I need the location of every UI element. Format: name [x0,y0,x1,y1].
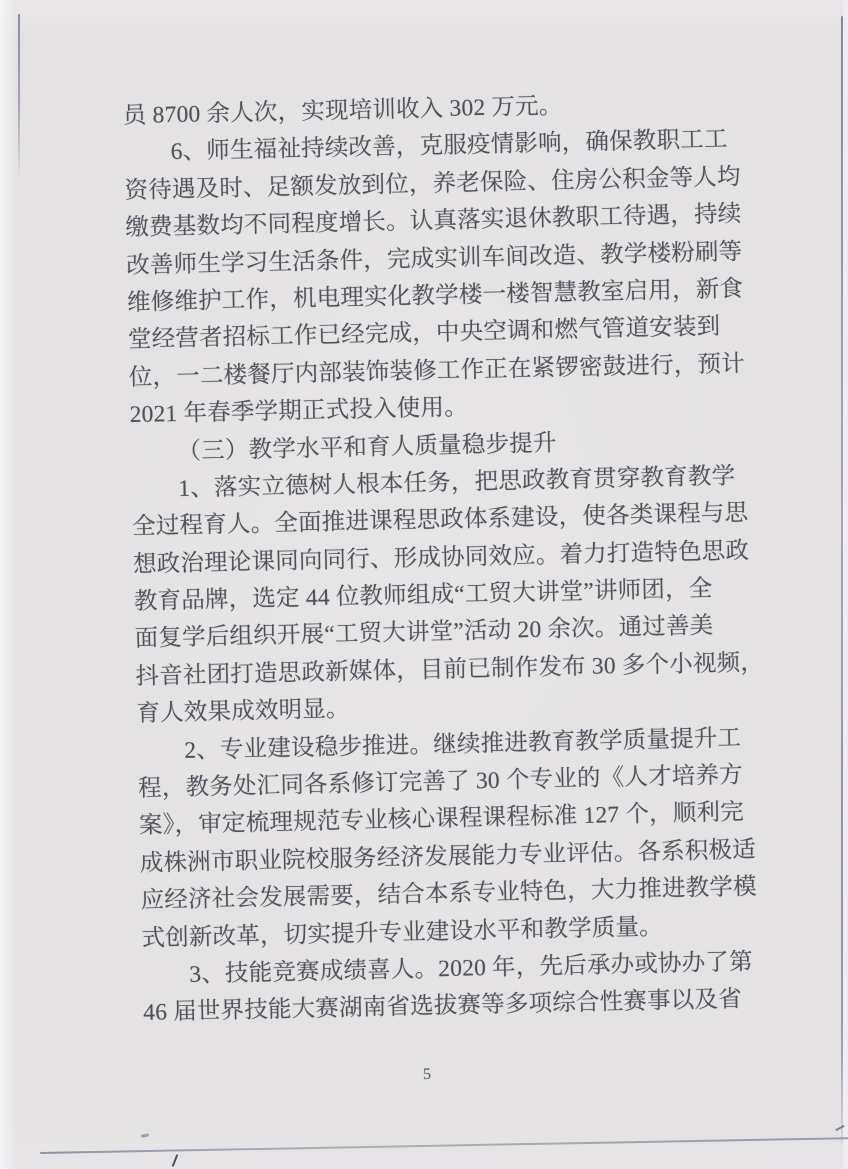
text-line: 抖音社团打造思政新媒体，目前已制作发布 30 多个小视频， [135,649,765,690]
text-line: 教育品牌，选定 44 位教师组成“工贸大讲堂”讲师团，全 [133,575,713,616]
text-line: 46 届世界技能大赛湖南省选拔赛等多项综合性赛事以及省 [142,986,743,1027]
scan-slash-mark [172,1154,179,1167]
text-line: 程，教务处汇同各系修订完善了 30 个专业的《人才培养方 [137,762,744,802]
text-line: 资待遇及时、足额发放到位，养老保险、住房公积金等人均 [124,163,741,204]
text-line: 改善师生学习生活条件，完成实训车间改造、教学楼粉刷等 [125,238,743,279]
scan-edge-line-left [18,14,20,179]
text-line: 育人效果成效明显。 [136,696,351,728]
document-body [122,84,765,1033]
text-line: （三）教学水平和育人质量稳步提升 [177,429,557,465]
text-line: 全过程育人。全面推进课程思政体系建设，使各类课程与思 [131,500,749,541]
text-line: 缴费基数均不同程度增长。认真落实退休教职工待遇，持续 [125,201,742,242]
text-line: 1、落实立德树人根本任务，把思政教育贯穿教育教学 [178,463,736,502]
text-line: 位，一二楼餐厅内部装饰装修工作正在紧锣密鼓进行，预计 [128,350,746,391]
scan-bottom-edge-line [40,1137,848,1154]
scan-speck-mark [141,1133,149,1138]
text-line: 面复学后组织开展“工贸大讲堂”活动 20 余次。通过善美 [134,613,714,653]
text-line: 员 8700 余人次，实现培训收入 302 万元。 [122,93,563,130]
text-line: 3、技能竞赛成绩喜人。2020 年，先后承办或协办了第 [189,949,754,988]
text-line: 应经济社会发展需要，结合本系专业特色，大力推进教学模 [140,874,758,915]
text-line: 式创新改革，切实提升专业建设水平和教学质量。 [141,913,664,952]
text-line: 成株洲市职业院校服务经济发展能力专业评估。各系积极适 [139,836,757,877]
text-line: 2021 年春季学期正式投入使用。 [129,394,469,429]
text-line: 想政治理论课同向同行、形成协同效应。着力打造特色思政 [132,537,750,578]
scan-left-margin-light [0,0,17,1169]
scan-right-margin-light [843,0,848,1169]
page-number: 5 [422,1065,432,1084]
text-line: 维修维护工作，机电理实化教学楼一楼智慧教室启用，新食 [126,276,744,317]
scan-edge-line-right [841,16,843,1144]
text-line: 6、师生福祉持续改善，克服疫情影响，确保教职工工 [170,126,728,166]
text-line: 2、专业建设稳步推进。继续推进教育教学质量提升工 [183,724,742,764]
text-line: 堂经营者招标工作已经完成，中央空调和燃气管道安装到 [127,313,721,354]
text-line: 案》，审定梳理规范专业核心课程课程标准 127 个，顺利完 [138,799,745,840]
